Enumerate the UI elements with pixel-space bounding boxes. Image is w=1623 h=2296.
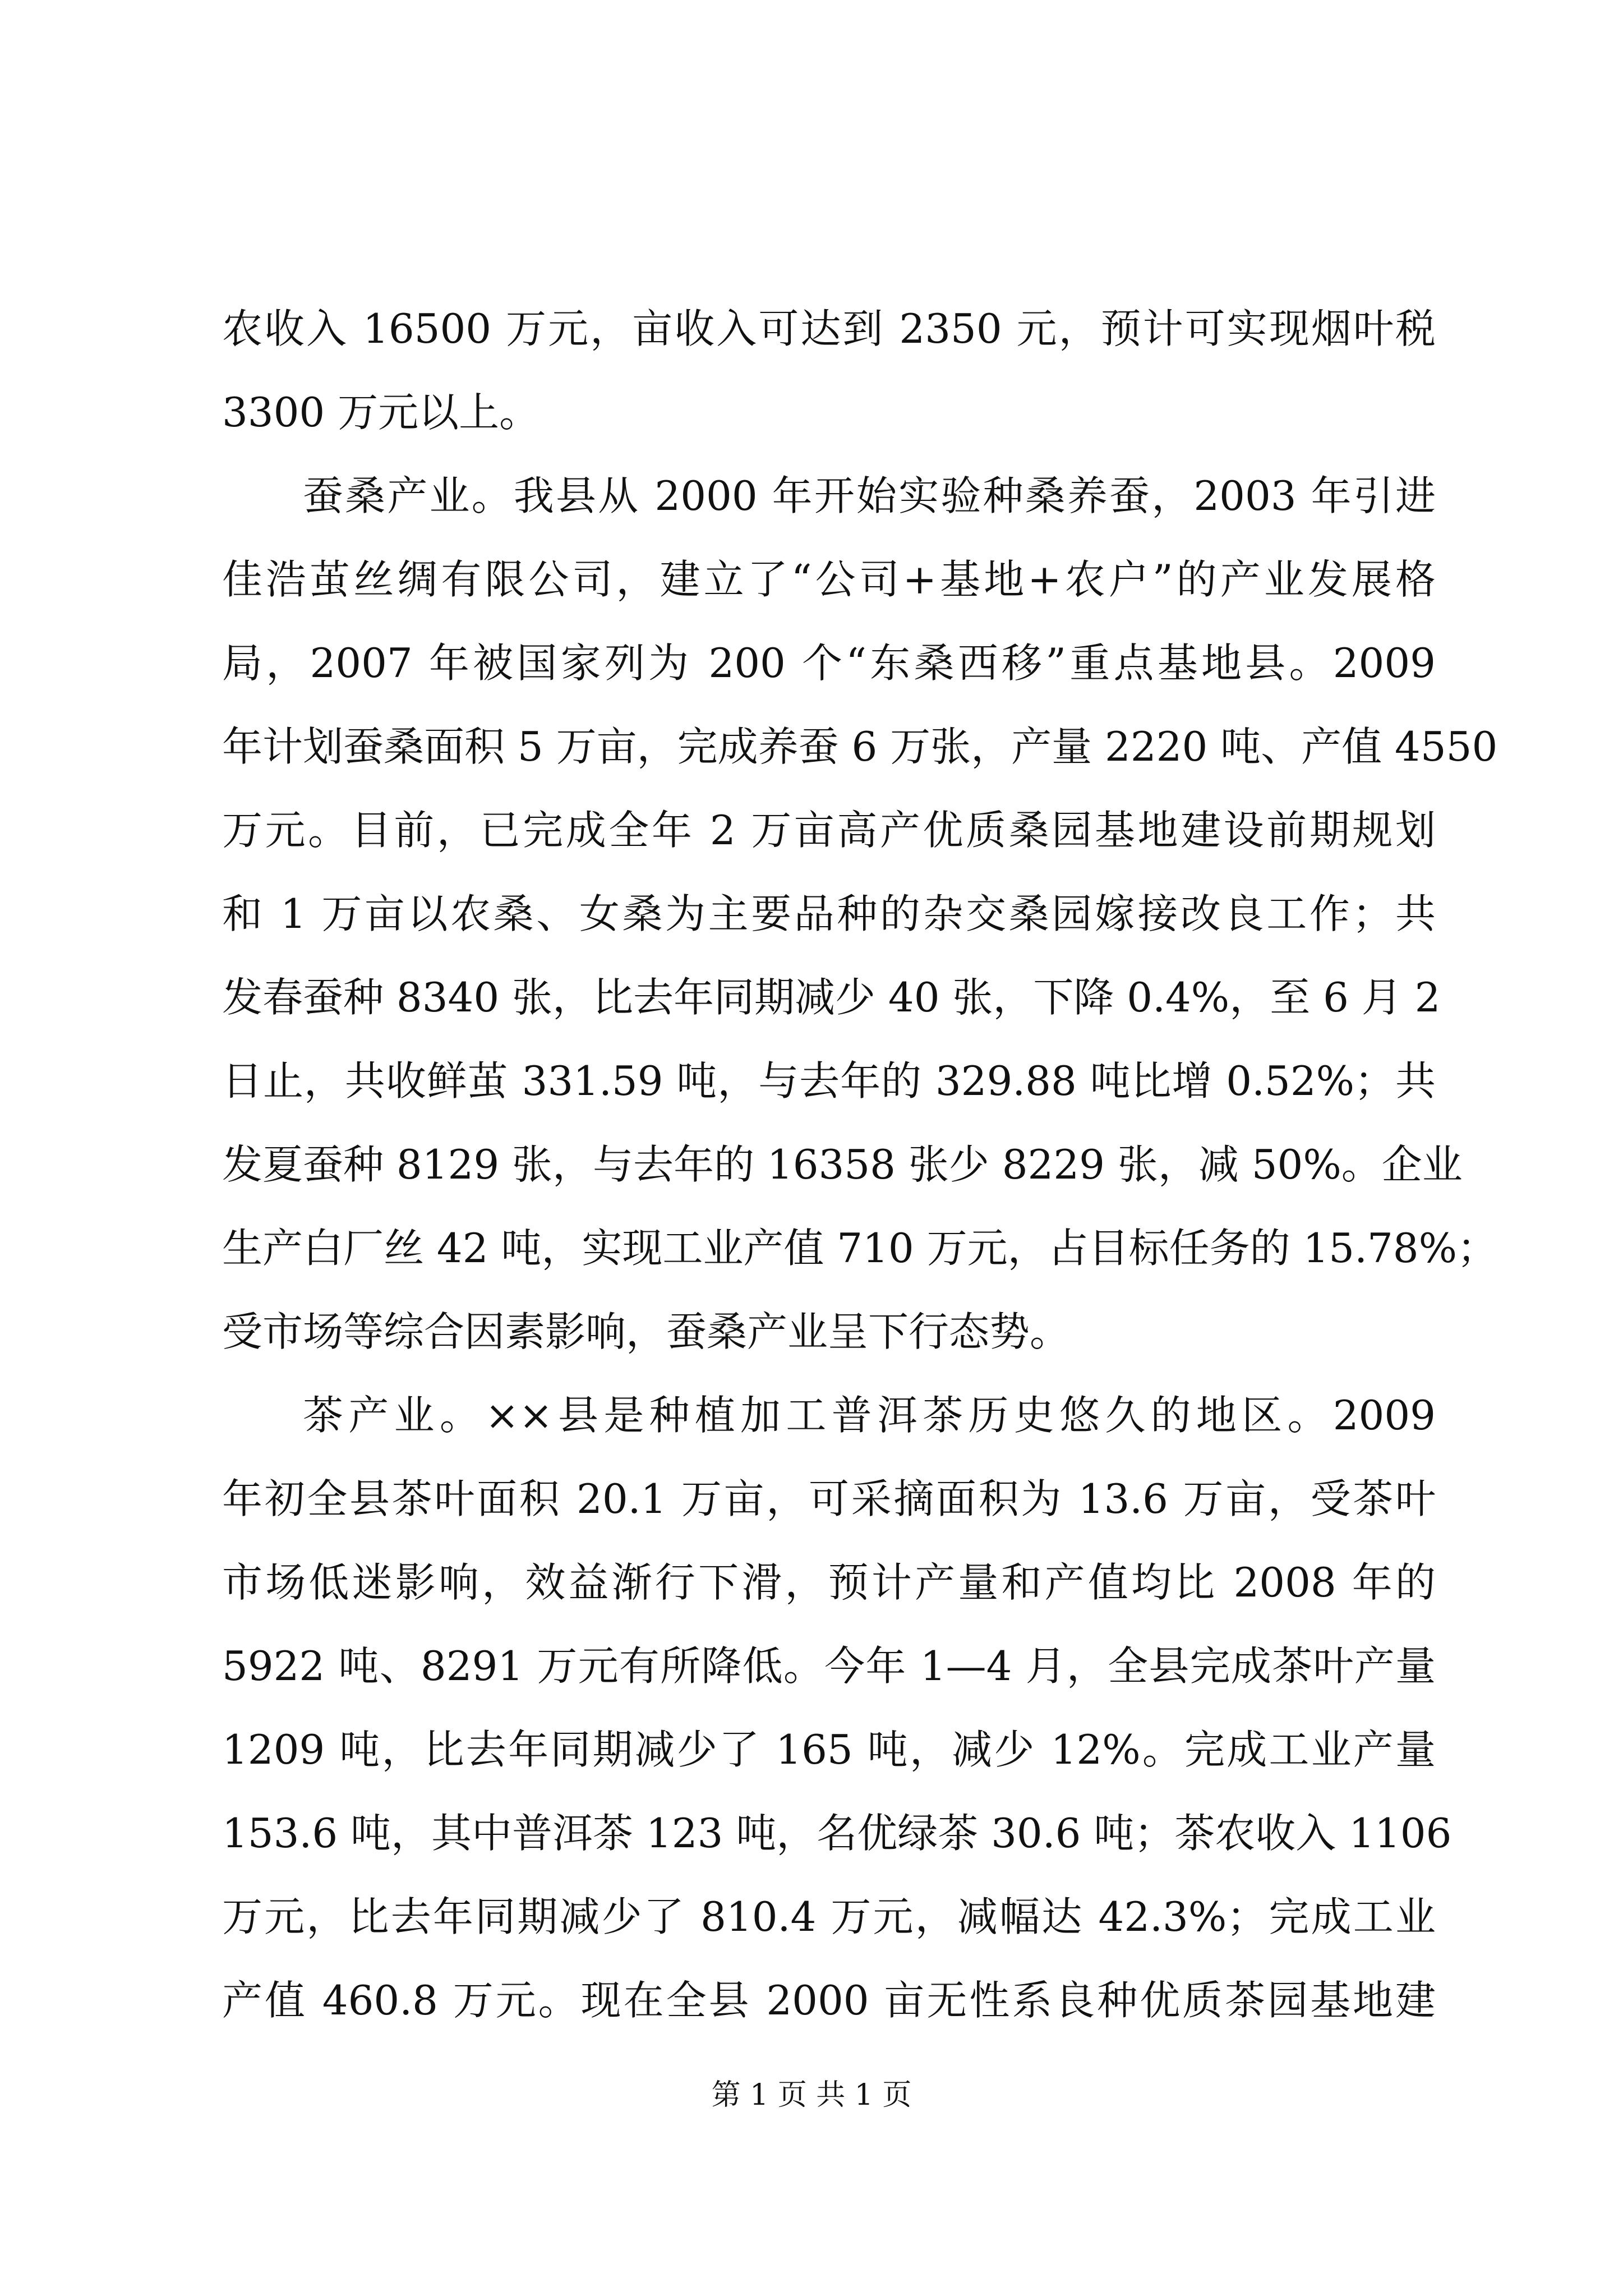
text-line: 万元。目前，已完成全年 2 万亩高产优质桑园基地建设前期规划 <box>222 807 1436 854</box>
text-line: 局，2007 年被国家列为 200 个“东桑西移”重点基地县。2009 <box>222 639 1436 687</box>
text-line: 5922 吨、8291 万元有所降低。今年 1—4 月，全县完成茶叶产量 <box>222 1642 1436 1690</box>
body-text <box>222 287 1498 2042</box>
text-line: 生产白厂丝 42 吨，实现工业产值 710 万元，占目标任务的 15.78%； <box>222 1225 1498 1272</box>
paragraph-sericulture-start: 蚕桑产业。我县从 2000 年开始实验种桑养蚕，2003 年引进 <box>303 472 1436 519</box>
text-line: 市场低迷影响，效益渐行下滑，预计产量和产值均比 2008 年的 <box>222 1559 1436 1606</box>
text-line: 年计划蚕桑面积 5 万亩，完成养蚕 6 万张，产量 2220 吨、产值 4550 <box>222 723 1498 770</box>
text-line: 和 1 万亩以农桑、女桑为主要品种的杂交桑园嫁接改良工作；共 <box>222 890 1436 937</box>
text-line: 万元，比去年同期减少了 810.4 万元，减幅达 42.3%；完成工业 <box>222 1893 1436 1940</box>
paragraph-tea-start: 茶产业。××县是种植加工普洱茶历史悠久的地区。2009 <box>303 1392 1436 1439</box>
text-line: 受市场等综合因素影响，蚕桑产业呈下行态势。 <box>222 1308 1071 1355</box>
page-footer: 第 1 页 共 1 页 <box>711 2078 912 2112</box>
text-line: 发夏蚕种 8129 张，与去年的 16358 张少 8229 张，减 50%。企业 <box>222 1141 1463 1188</box>
text-line: 153.6 吨，其中普洱茶 123 吨，名优绿茶 30.6 吨；茶农收入 1106 <box>222 1810 1452 1857</box>
text-line: 产值 460.8 万元。现在全县 2000 亩无性系良种优质茶园基地建 <box>222 1977 1436 2024</box>
text-line: 年初全县茶叶面积 20.1 万亩，可采摘面积为 13.6 万亩，受茶叶 <box>222 1475 1436 1522</box>
text-line: 1209 吨，比去年同期减少了 165 吨，减少 12%。完成工业产量 <box>222 1726 1436 1773</box>
text-line: 3300 万元以上。 <box>222 389 540 436</box>
text-line: 发春蚕种 8340 张，比去年同期减少 40 张，下降 0.4%，至 6 月 2 <box>222 974 1441 1021</box>
text-line: 佳浩茧丝绸有限公司，建立了“公司+基地+农户”的产业发展格 <box>222 556 1436 603</box>
text-line: 农收入 16500 万元，亩收入可达到 2350 元，预计可实现烟叶税 <box>222 305 1436 352</box>
text-line: 日止，共收鲜茧 331.59 吨，与去年的 329.88 吨比增 0.52%；共 <box>222 1057 1436 1105</box>
